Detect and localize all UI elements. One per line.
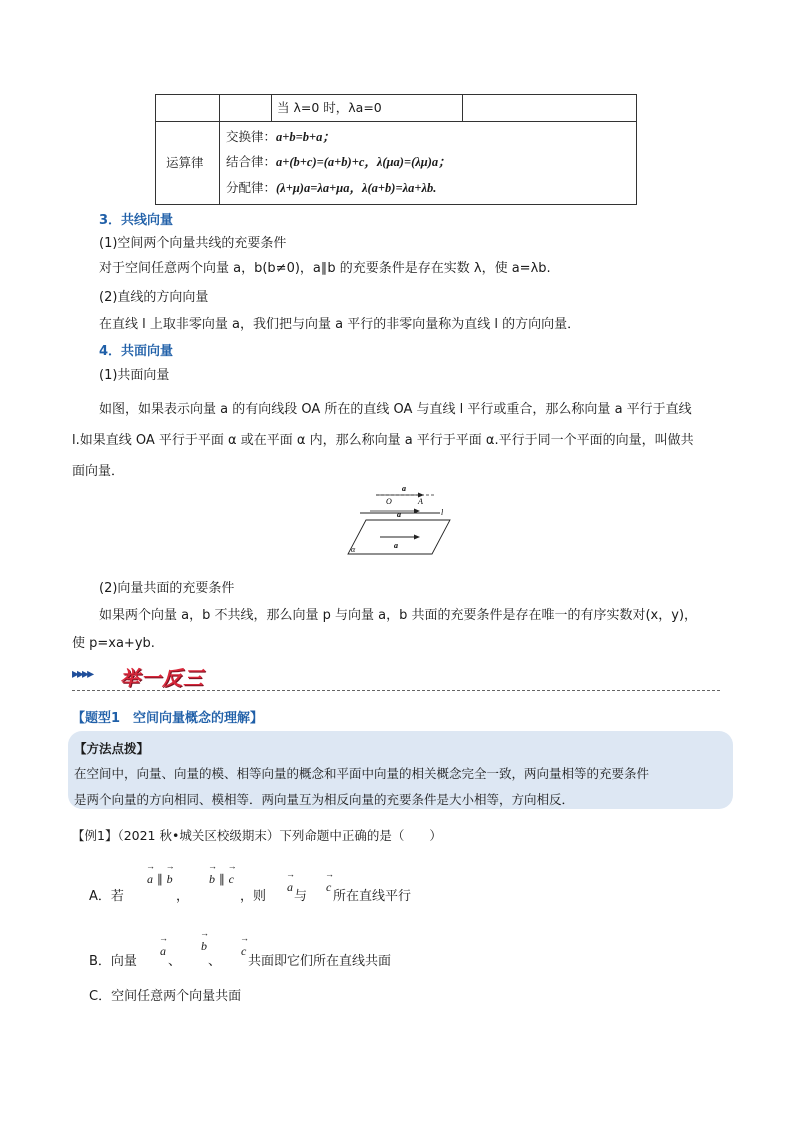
- table-col-divider: [219, 94, 220, 205]
- section4-sub2-line1: 如果两个向量 a，b 不共线，那么向量 p 与向量 a，b 共面的充要条件是存在唯一的有序实数对(x，y)，: [99, 608, 698, 623]
- section3-sub1: (1)空间两个向量共线的充要条件: [99, 236, 287, 251]
- option-A-vec-a: → a: [287, 880, 293, 895]
- section4-sub1: (1)共面向量: [99, 368, 170, 383]
- law-distributive: 分配律：(λ+μ)a=λa+μa，λ(a+b)=λa+λb.: [226, 180, 437, 195]
- fig-label-O: O: [386, 497, 392, 506]
- option-A[interactable]: A．若: [89, 889, 124, 904]
- section4-para-line2: l.如果直线 OA 平行于平面 α 或在平面 α 内，那么称向量 a 平行于平面 α.平行于同一个平面的向量，叫做共: [72, 433, 694, 448]
- fig-label-A: A: [418, 497, 423, 506]
- option-B-suffix: 共面即它们所在直线共面: [248, 954, 392, 969]
- section3-sub1-text: 对于空间任意两个向量 a，b(b≠0)，a∥b 的充要条件是存在实数 λ，使 a=λb.: [99, 261, 551, 276]
- section3-sub2-text: 在直线 l 上取非零向量 a，我们把与向量 a 平行的非零向量称为直线 l 的方向向量．: [99, 317, 581, 332]
- option-B-vec-a: → a: [160, 944, 166, 959]
- section4-para-line3: 面向量．: [72, 464, 125, 479]
- table-col-divider: [462, 94, 463, 122]
- table-row-divider: [155, 121, 637, 122]
- fig-label-a-top: a: [402, 484, 406, 493]
- option-B-vec-c: → c: [241, 944, 246, 959]
- option-B-sep1: 、: [168, 954, 182, 969]
- example-label: 【例1】（2021 秋•城关区校级期末）下列命题中正确的是（ ）: [72, 828, 442, 843]
- table-col-divider: [271, 94, 272, 122]
- method-line2: 是两个向量的方向相同、模相等．两向量互为相反向量的充要条件是大小相等，方向相反．: [74, 792, 575, 807]
- banner-arrows-icon: ▸▸▸▸: [72, 666, 93, 682]
- section4-title: 4．共面向量: [99, 344, 174, 359]
- question-type-heading: 【题型1 空间向量概念的理解】: [72, 711, 264, 726]
- section4-para-line1: 如图，如果表示向量 a 的有向线段 OA 所在的直线 OA 与直线 l 平行或重合，那么称向量 a 平行于直线: [99, 402, 692, 417]
- option-A-formula1: → a ∥ → b: [147, 872, 173, 887]
- banner-divider: [72, 690, 720, 691]
- coplanar-vector-figure: [340, 482, 455, 560]
- fig-label-alpha: α: [351, 545, 356, 554]
- option-B[interactable]: B．向量: [89, 954, 137, 969]
- section4-sub2: (2)向量共面的充要条件: [99, 581, 235, 596]
- fig-label-l: l: [441, 508, 444, 517]
- option-A-formula2: → b ∥ → c: [209, 872, 234, 887]
- section4-sub2-line2: 使 p=xa+yb.: [72, 636, 155, 651]
- option-A-and: 与: [294, 889, 308, 904]
- table-law-label: 运算律: [166, 155, 204, 170]
- section3-sub2: (2)直线的方向向量: [99, 290, 209, 305]
- option-A-then: ，则: [240, 889, 267, 904]
- option-A-suffix: 所在直线平行: [333, 889, 412, 904]
- fig-label-a-plane: a: [394, 541, 398, 550]
- banner-title: 举一反三: [120, 666, 204, 690]
- table-top-row-text: 当 λ=0 时，λa=0: [277, 100, 382, 115]
- law-associative: 结合律：a+(b+c)=(a+b)+c，λ(μa)=(λμ)a；: [226, 154, 451, 169]
- law-commutative: 交换律：a+b=b+a；: [226, 129, 335, 144]
- fig-label-a-mid: a: [397, 510, 401, 519]
- section3-title: 3．共线向量: [99, 213, 174, 228]
- option-A-vec-c: → c: [326, 880, 331, 895]
- option-B-vec-b: → b: [201, 939, 207, 954]
- method-title: 【方法点拨】: [74, 741, 150, 756]
- option-C[interactable]: C．空间任意两个向量共面: [89, 989, 242, 1004]
- option-A-comma1: ，: [176, 889, 190, 904]
- option-B-sep2: 、: [208, 954, 222, 969]
- method-line1: 在空间中，向量、向量的模、相等向量的概念和平面中向量的相关概念完全一致，两向量相等的充要条件: [74, 766, 650, 781]
